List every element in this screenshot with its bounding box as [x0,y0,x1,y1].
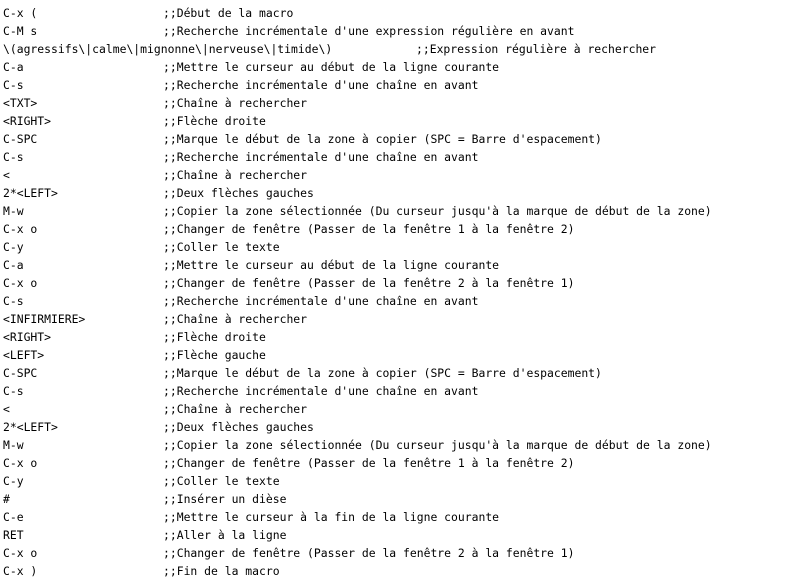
keystroke: C-M s [3,24,38,38]
line-comment: ;;Changer de fenêtre (Passer de la fenêtre 2 à la fenêtre 1) [163,546,575,560]
macro-line [3,22,807,40]
keystroke: M-w [3,204,24,218]
keystroke: C-SPC [3,366,38,380]
macro-line [3,562,807,580]
line-comment: ;;Chaîne à rechercher [163,312,308,326]
macro-line [3,220,807,238]
keystroke: C-a [3,60,24,74]
keystroke: <RIGHT> [3,114,52,128]
keystroke: C-x o [3,546,38,560]
keystroke: RET [3,528,24,542]
macro-line [3,112,807,130]
line-comment: ;;Mettre le curseur à la fin de la ligne courante [163,510,500,524]
line-comment: ;;Deux flèches gauches [163,186,314,200]
macro-line [3,274,807,292]
line-comment: ;;Recherche incrémentale d'une chaîne en avant [163,150,479,164]
keystroke: C-s [3,384,24,398]
keystroke: C-y [3,240,24,254]
macro-line [3,436,807,454]
line-comment: ;;Mettre le curseur au début de la ligne courante [163,258,500,272]
keystroke: < [3,168,10,182]
line-comment: ;;Changer de fenêtre (Passer de la fenêtre 1 à la fenêtre 2) [163,222,575,236]
macro-line [3,94,807,112]
keystroke: M-w [3,438,24,452]
line-comment: ;;Fin de la macro [163,564,280,578]
keystroke: C-x o [3,222,38,236]
macro-line [3,472,807,490]
keystroke: \(agressifs\|calme\|mignonne\|nerveuse\|timide\) [3,42,333,56]
keystroke: C-s [3,294,24,308]
line-comment: ;;Changer de fenêtre (Passer de la fenêtre 2 à la fenêtre 1) [163,276,575,290]
macro-listing [3,4,807,580]
line-comment: ;;Deux flèches gauches [163,420,314,434]
keystroke: C-x ) [3,564,38,578]
line-comment: ;;Expression régulière à rechercher [416,42,657,56]
line-comment: ;;Flèche droite [163,114,266,128]
keystroke: C-x o [3,276,38,290]
keystroke: <TXT> [3,96,38,110]
keystroke: <INFIRMIERE> [3,312,86,326]
macro-line [3,148,807,166]
line-comment: ;;Recherche incrémentale d'une expression régulière en avant [163,24,575,38]
keystroke: C-a [3,258,24,272]
macro-line [3,76,807,94]
macro-line [3,40,807,58]
macro-line [3,508,807,526]
line-comment: ;;Insérer un dièse [163,492,287,506]
macro-line [3,328,807,346]
keystroke: C-y [3,474,24,488]
keystroke: < [3,402,10,416]
line-comment: ;;Mettre le curseur au début de la ligne courante [163,60,500,74]
macro-line [3,544,807,562]
macro-line [3,202,807,220]
line-comment: ;;Début de la macro [163,6,294,20]
macro-line [3,130,807,148]
macro-line [3,400,807,418]
keystroke: <LEFT> [3,348,45,362]
macro-line [3,256,807,274]
line-comment: ;;Chaîne à rechercher [163,168,308,182]
macro-line [3,4,807,22]
line-comment: ;;Copier la zone sélectionnée (Du curseur jusqu'à la marque de début de la zone) [163,438,712,452]
macro-line [3,364,807,382]
keystroke: C-SPC [3,132,38,146]
macro-line [3,382,807,400]
macro-line [3,490,807,508]
macro-line [3,454,807,472]
macro-line [3,184,807,202]
macro-line [3,310,807,328]
line-comment: ;;Chaîne à rechercher [163,402,308,416]
macro-line [3,238,807,256]
macro-line [3,418,807,436]
keystroke: C-x ( [3,6,38,20]
line-comment: ;;Flèche droite [163,330,266,344]
line-comment: ;;Recherche incrémentale d'une chaîne en avant [163,384,479,398]
line-comment: ;;Marque le début de la zone à copier (SPC = Barre d'espacement) [163,366,602,380]
keystroke: C-s [3,150,24,164]
keystroke: # [3,492,10,506]
macro-line [3,166,807,184]
line-comment: ;;Copier la zone sélectionnée (Du curseur jusqu'à la marque de début de la zone) [163,204,712,218]
line-comment: ;;Marque le début de la zone à copier (SPC = Barre d'espacement) [163,132,602,146]
macro-line [3,292,807,310]
line-comment: ;;Recherche incrémentale d'une chaîne en avant [163,294,479,308]
line-comment: ;;Flèche gauche [163,348,266,362]
line-comment: ;;Changer de fenêtre (Passer de la fenêtre 1 à la fenêtre 2) [163,456,575,470]
line-comment: ;;Aller à la ligne [163,528,287,542]
keystroke: 2*<LEFT> [3,186,58,200]
keystroke: C-s [3,78,24,92]
keystroke: 2*<LEFT> [3,420,58,434]
macro-line [3,58,807,76]
macro-line [3,526,807,544]
keystroke: C-x o [3,456,38,470]
line-comment: ;;Recherche incrémentale d'une chaîne en avant [163,78,479,92]
line-comment: ;;Chaîne à rechercher [163,96,308,110]
line-comment: ;;Coller le texte [163,240,280,254]
line-comment: ;;Coller le texte [163,474,280,488]
keystroke: <RIGHT> [3,330,52,344]
keystroke: C-e [3,510,24,524]
macro-line [3,346,807,364]
